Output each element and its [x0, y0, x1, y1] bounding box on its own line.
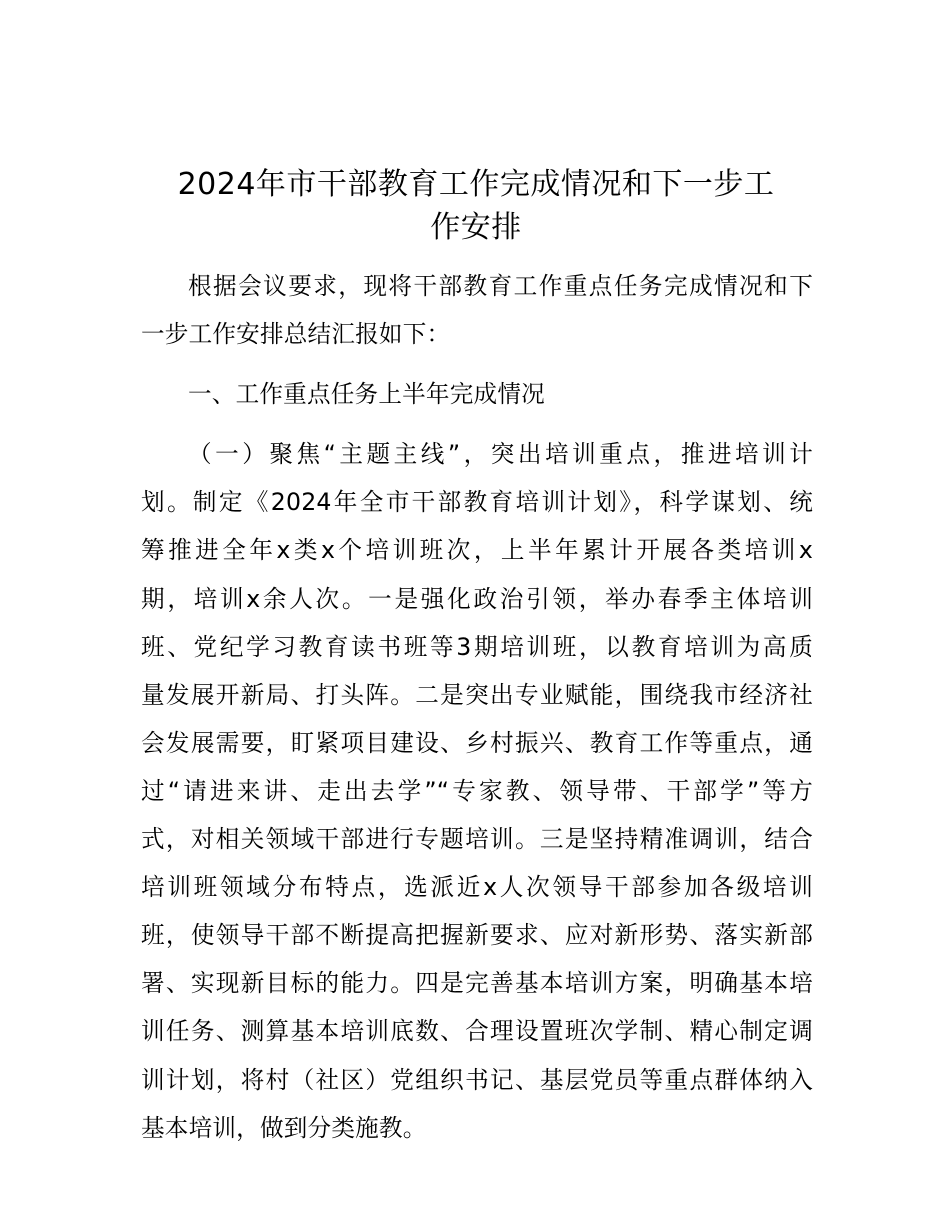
paragraph-line: 基本培训，做到分类施教。	[141, 1113, 427, 1142]
paragraph-line: 过“请进来讲、走出去学”“专家教、领导带、干部学”等方	[141, 776, 813, 805]
paragraph-line: 班，使领导干部不断提高把握新要求、应对新形势、落实新部	[141, 921, 813, 950]
paragraph-line: 训计划，将村（社区）党组织书记、基层党员等重点群体纳入	[141, 1065, 813, 1094]
paragraph-line: （一）聚焦“主题主线”，突出培训重点，推进培训计	[188, 440, 813, 469]
title-line-2: 作安排	[430, 210, 522, 245]
section-heading: 一、工作重点任务上半年完成情况	[188, 380, 545, 409]
document-body	[141, 262, 813, 1152]
paragraph-line: 署、实现新目标的能力。四是完善基本培训方案，明确基本培	[141, 969, 813, 998]
paragraph-line: 班、党纪学习教育读书班等3期培训班，以教育培训为高质	[141, 632, 813, 661]
paragraph-line: 量发展开新局、打头阵。二是突出专业赋能，围绕我市经济社	[141, 680, 813, 709]
paragraph-line: 培训班领域分布特点，选派近x人次领导干部参加各级培训	[141, 873, 813, 902]
intro-line-1: 根据会议要求，现将干部教育工作重点任务完成情况和下	[188, 272, 813, 300]
paragraph-line: 划。制定《2024年全市干部教育培训计划》，科学谋划、统	[141, 488, 813, 517]
paragraph-line: 训任务、测算基本培训底数、合理设置班次学制、精心制定调	[141, 1017, 813, 1046]
paragraph-1	[141, 430, 813, 1151]
intro-paragraph	[141, 262, 813, 358]
paragraph-line: 期，培训x余人次。一是强化政治引领，举办春季主体培训	[141, 584, 813, 613]
paragraph-line: 式，对相关领域干部进行专题培训。三是坚持精准调训，结合	[141, 825, 813, 854]
section-heading-block	[141, 370, 813, 418]
paragraph-line: 筹推进全年x类x个培训班次，上半年累计开展各类培训x	[141, 536, 813, 565]
document-title	[140, 163, 812, 249]
intro-line-2: 一步工作安排总结汇报如下：	[141, 320, 451, 349]
paragraph-line: 会发展需要，盯紧项目建设、乡村振兴、教育工作等重点，通	[141, 728, 813, 757]
title-line-1: 2024年市干部教育工作完成情况和下一步工	[177, 167, 775, 202]
